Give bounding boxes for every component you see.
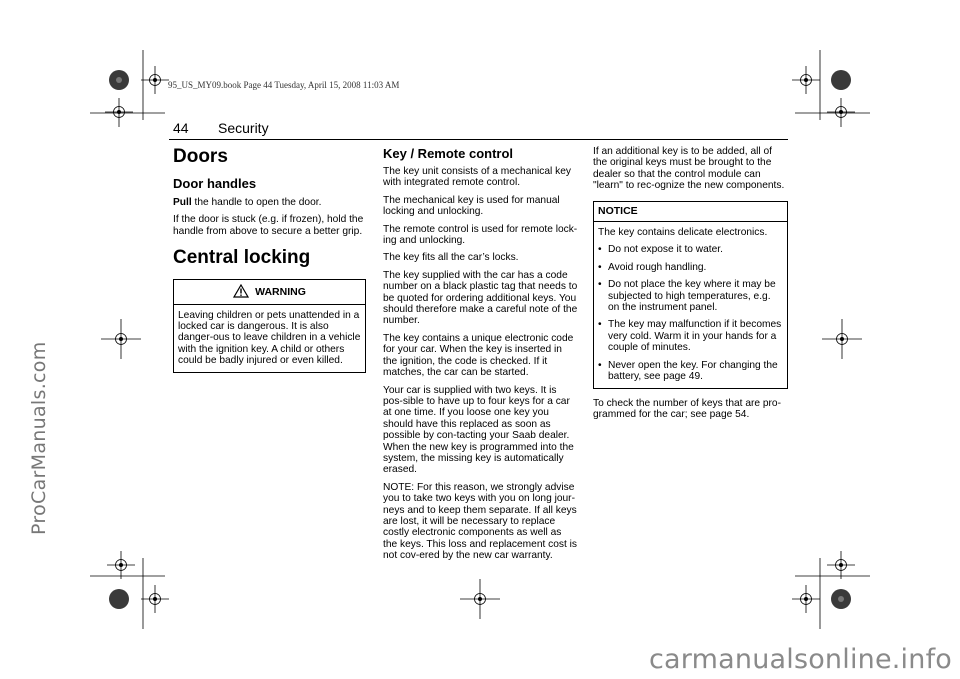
warning-header xyxy=(174,280,365,304)
bottom-watermark: carmanualsonline.info xyxy=(649,644,952,675)
notice-intro: The key contains delicate electronics. xyxy=(598,227,768,239)
print-header: 95_US_MY09.book Page 44 Tuesday, April 15, 2008 11:03 AM xyxy=(168,80,400,90)
column-3 xyxy=(593,146,788,426)
notice-label: NOTICE xyxy=(594,202,787,222)
side-watermark: ProCarManuals.com xyxy=(28,341,50,535)
warning-text: Leaving children or pets unattended in a locked car is dangerous. It is also danger-ous to leave children in a vehicle with the ignition key. A child or others could be badly injured or even killed. xyxy=(178,309,361,367)
heading-doors: Doors xyxy=(173,146,228,167)
heading-key-remote: Key / Remote control xyxy=(383,146,514,161)
page-number: 44 xyxy=(173,120,189,136)
list-item: • The key may malfunction if it becomes very cold. Warm it in your hands for a couple of minutes. xyxy=(598,319,783,353)
outro-paragraph: To check the number of keys that are pro-grammed for the car; see page 54. xyxy=(593,397,781,420)
paragraph: Your car is supplied with two keys. It is pos-sible to have up to four keys for a car at one time. If you loose one key you should have this replaced as soon as possible by con-tacting your Saab dealer. When the new key is programmed into the system, the missing key is automatically erased. xyxy=(383,384,574,476)
header-rule xyxy=(169,139,788,140)
warning-box xyxy=(173,279,366,372)
pull-text: the handle to open the door. xyxy=(191,197,322,208)
heading-door-handles: Door handles xyxy=(173,176,257,191)
column-2 xyxy=(383,146,578,568)
intro-paragraph: If an additional key is to be added, all of the original keys must be brought to the dealer so that the control module can "learn" to rec-ognize the new components. xyxy=(593,146,785,192)
column-1 xyxy=(173,146,366,373)
heading-central-locking: Central locking xyxy=(173,247,311,269)
notice-box xyxy=(593,201,788,389)
list-item: • Do not expose it to water. xyxy=(598,244,783,255)
section-title: Security xyxy=(218,120,269,136)
paragraph: The key supplied with the car has a code number on a black plastic tag that needs to be quoted for ordering additional keys. You should therefore make a careful note of the number. xyxy=(383,269,578,327)
list-item: • Avoid rough handling. xyxy=(598,262,783,273)
paragraph: The key unit consists of a mechanical key with integrated remote control. xyxy=(383,166,571,189)
paragraph: The key contains a unique electronic code for your car. When the key is inserted in the ignition, the code is checked. If it matches, the car can be started. xyxy=(383,332,574,379)
paragraph: The key fits all the car’s locks. xyxy=(383,252,519,264)
paragraph: The remote control is used for remote lock-ing and unlocking. xyxy=(383,223,578,247)
paragraph: NOTE: For this reason, we strongly advise you to take two keys with you on long jour-neys and to keep them separate. If all keys are lost, it will be necessary to replace costly electronic components as well as the keys. This loss and replacement cost is not cov-ered by the new car warranty. xyxy=(383,481,578,562)
notice-list xyxy=(598,244,783,382)
pull-bold: Pull xyxy=(173,197,192,208)
paragraph: The mechanical key is used for manual locking and unlocking. xyxy=(383,194,560,218)
warning-triangle-icon xyxy=(233,284,249,298)
pull-paragraph xyxy=(173,197,366,208)
list-item: • Never open the key. For changing the battery, see page 49. xyxy=(598,360,783,383)
warning-label: WARNING xyxy=(255,286,306,299)
list-item: • Do not place the key where it may be subjected to high temperatures, e.g. on the instrument panel. xyxy=(598,279,783,313)
stuck-paragraph: If the door is stuck (e.g. if frozen), hold the handle from above to secure a better grip. xyxy=(173,214,364,237)
notice-body xyxy=(594,222,787,387)
